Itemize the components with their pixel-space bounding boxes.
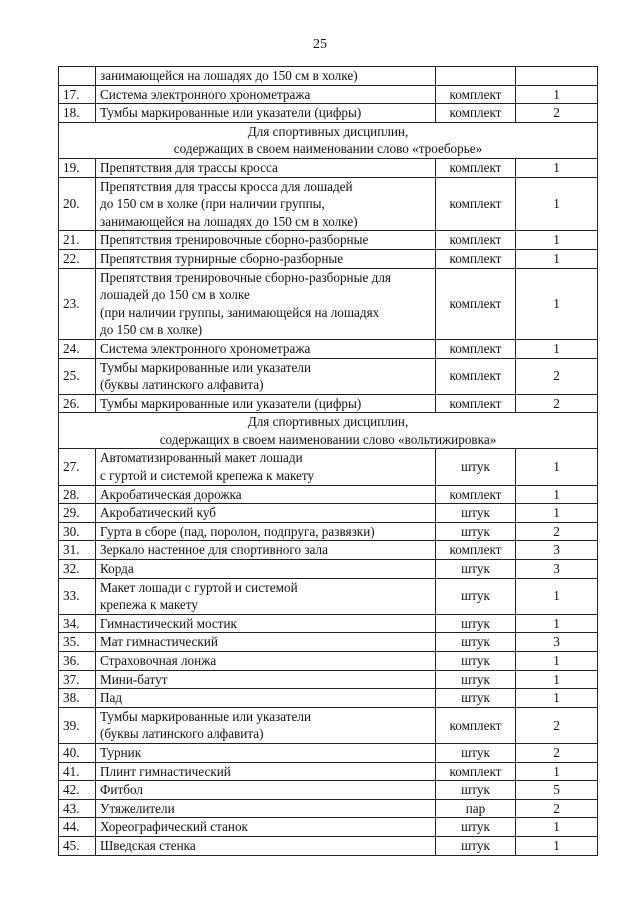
item-name-line: до 150 см в холке) [100,322,203,338]
quantity-cell: 1 [516,689,598,708]
table-row [59,339,598,358]
unit-cell: штук [436,743,516,762]
quantity-cell: 5 [516,781,598,800]
item-name-cell [96,249,436,268]
table-row [59,358,598,394]
item-name-line: Плинт гимнастический [100,763,231,779]
unit-cell: штук [436,614,516,633]
quantity-cell: 1 [516,231,598,250]
row-number-cell: 43. [59,799,96,818]
item-name-line: Препятствия турнирные сборно-разборные [100,250,344,266]
item-name-cell [96,541,436,560]
table-row [59,449,598,485]
item-name-cell [96,689,436,708]
item-name-cell [96,231,436,250]
quantity-cell: 1 [516,158,598,177]
unit-cell: штук [436,560,516,579]
row-number-cell: 37. [59,670,96,689]
table-row [59,504,598,523]
item-name-line: Акробатическая дорожка [100,486,242,502]
item-name-cell [96,394,436,413]
item-name-line: Турник [100,744,142,760]
quantity-cell: 2 [516,104,598,123]
item-name-line: Препятствия тренировочные сборно-разборные для [100,269,391,285]
quantity-cell: 2 [516,743,598,762]
table-row [59,652,598,671]
table-row [59,177,598,231]
item-name-cell [96,67,436,86]
row-number-cell: 36. [59,652,96,671]
section-header-line: содержащих в своем наименовании слово «вольтижировка» [159,431,497,447]
quantity-cell: 1 [516,836,598,855]
table-row [59,541,598,560]
item-name-cell [96,652,436,671]
item-name-line: Препятствия тренировочные сборно-разборные [100,232,369,248]
item-name-line: с гуртой и системой крепежа к макету [100,468,315,484]
section-header-row [59,122,598,158]
section-header-line: Для спортивных дисциплин, [247,123,409,139]
item-name-line: Тумбы маркированные или указатели (цифры) [100,105,362,121]
item-name-cell [96,358,436,394]
table-row [59,485,598,504]
quantity-cell: 1 [516,670,598,689]
unit-cell: комплект [436,249,516,268]
row-number-cell: 27. [59,449,96,485]
table-row [59,268,598,339]
item-name-line: Акробатический куб [100,505,216,521]
item-name-line: занимающейся на лошадях до 150 см в холке) [100,213,358,229]
row-number-cell: 30. [59,522,96,541]
table-row [59,762,598,781]
unit-cell: комплект [436,358,516,394]
unit-cell: штук [436,633,516,652]
quantity-cell: 2 [516,522,598,541]
item-name-line: Препятствия для трассы кросса для лошадей [100,178,353,194]
unit-cell: штук [436,449,516,485]
quantity-cell: 1 [516,449,598,485]
item-name-line: Корда [100,561,134,577]
item-name-line: Тумбы маркированные или указатели (цифры) [100,395,362,411]
item-name-cell [96,268,436,339]
table-row [59,670,598,689]
table-row [59,689,598,708]
item-name-cell [96,578,436,614]
item-name-cell [96,781,436,800]
unit-cell: штук [436,522,516,541]
item-name-cell [96,633,436,652]
item-name-line: Хореографический станок [100,819,248,835]
item-name-cell [96,743,436,762]
unit-cell: штук [436,689,516,708]
row-number-cell: 32. [59,560,96,579]
item-name-line: Утяжелители [100,800,175,816]
unit-cell: штук [436,652,516,671]
row-number-cell: 28. [59,485,96,504]
item-name-line: Мини-батут [100,671,168,687]
quantity-cell: 1 [516,485,598,504]
row-number-cell: 35. [59,633,96,652]
row-number-cell [59,67,96,86]
unit-cell: комплект [436,158,516,177]
quantity-cell: 1 [516,578,598,614]
table-row [59,578,598,614]
quantity-cell [516,67,598,86]
item-name-cell [96,104,436,123]
item-name-cell [96,799,436,818]
unit-cell: комплект [436,268,516,339]
row-number-cell: 39. [59,707,96,743]
item-name-line: Тумбы маркированные или указатели [100,708,312,724]
unit-cell: комплект [436,707,516,743]
quantity-cell: 1 [516,614,598,633]
table-row [59,560,598,579]
item-name-cell [96,485,436,504]
quantity-cell: 2 [516,394,598,413]
item-name-line: (буквы латинского алфавита) [100,377,264,393]
item-name-line: занимающейся на лошадях до 150 см в холке) [100,68,358,83]
table-row [59,743,598,762]
quantity-cell: 2 [516,358,598,394]
item-name-line: Система электронного хронометража [100,86,311,102]
quantity-cell: 1 [516,652,598,671]
item-name-cell [96,177,436,231]
table-row [59,85,598,104]
row-number-cell: 38. [59,689,96,708]
item-name-cell [96,670,436,689]
table-row [59,249,598,268]
table-row [59,104,598,123]
unit-cell: штук [436,670,516,689]
item-name-line: (буквы латинского алфавита) [100,726,264,742]
quantity-cell: 3 [516,633,598,652]
unit-cell: штук [436,504,516,523]
quantity-cell: 1 [516,818,598,837]
item-name-line: Гурта в сборе (пад, поролон, подпруга, развязки) [100,523,375,539]
item-name-cell [96,158,436,177]
item-name-line: Тумбы маркированные или указатели [100,359,312,375]
section-header [59,413,598,449]
quantity-cell: 3 [516,560,598,579]
table-row [59,67,598,86]
row-number-cell: 21. [59,231,96,250]
unit-cell: комплект [436,762,516,781]
table-row [59,799,598,818]
quantity-cell: 2 [516,707,598,743]
item-name-cell [96,818,436,837]
unit-cell: штук [436,818,516,837]
item-name-cell [96,504,436,523]
table-row [59,781,598,800]
quantity-cell: 1 [516,339,598,358]
unit-cell: штук [436,836,516,855]
unit-cell: штук [436,781,516,800]
row-number-cell: 34. [59,614,96,633]
table-row [59,633,598,652]
item-name-line: Фитбол [100,782,143,798]
quantity-cell: 1 [516,85,598,104]
item-name-cell [96,339,436,358]
item-name-cell [96,522,436,541]
item-name-line: лошадей до 150 см в холке [100,287,250,303]
row-number-cell: 24. [59,339,96,358]
unit-cell: пар [436,799,516,818]
quantity-cell: 1 [516,762,598,781]
row-number-cell: 33. [59,578,96,614]
unit-cell: комплект [436,177,516,231]
item-name-line: Автоматизированный макет лошади [100,450,303,466]
table-row [59,231,598,250]
item-name-line: крепежа к макету [100,597,198,613]
table-row [59,707,598,743]
item-name-line: до 150 см в холке (при наличии группы, [100,196,325,212]
row-number-cell: 31. [59,541,96,560]
table-row [59,522,598,541]
unit-cell: штук [436,578,516,614]
row-number-cell: 20. [59,177,96,231]
item-name-cell [96,836,436,855]
row-number-cell: 42. [59,781,96,800]
item-name-line: Система электронного хронометража [100,340,311,356]
item-name-line: Макет лошади с гуртой и системой [100,579,298,595]
item-name-line: Пад [100,690,123,706]
item-name-cell [96,707,436,743]
item-name-cell [96,85,436,104]
item-name-cell [96,560,436,579]
item-name-cell [96,614,436,633]
equipment-table [58,66,598,856]
unit-cell: комплект [436,485,516,504]
item-name-line: Препятствия для трассы кросса [100,159,278,175]
row-number-cell: 41. [59,762,96,781]
quantity-cell: 1 [516,268,598,339]
row-number-cell: 23. [59,268,96,339]
item-name-cell [96,449,436,485]
quantity-cell: 1 [516,504,598,523]
table-row [59,394,598,413]
section-header-line: Для спортивных дисциплин, [247,414,409,430]
row-number-cell: 26. [59,394,96,413]
section-header-line: содержащих в своем наименовании слово «троеборье» [173,141,483,157]
item-name-line: Гимнастический мостик [100,615,237,631]
row-number-cell: 22. [59,249,96,268]
unit-cell: комплект [436,394,516,413]
section-header-row [59,413,598,449]
item-name-line: (при наличии группы, занимающейся на лошадях [100,304,380,320]
table-row [59,158,598,177]
item-name-cell [96,762,436,781]
row-number-cell: 18. [59,104,96,123]
unit-cell: комплект [436,541,516,560]
table-row [59,836,598,855]
unit-cell [436,67,516,86]
page-number: 25 [313,37,327,52]
item-name-line: Мат гимнастический [100,634,218,650]
row-number-cell: 45. [59,836,96,855]
table-row [59,614,598,633]
item-name-line: Зеркало настенное для спортивного зала [100,542,328,558]
unit-cell: комплект [436,85,516,104]
unit-cell: комплект [436,104,516,123]
row-number-cell: 44. [59,818,96,837]
quantity-cell: 1 [516,177,598,231]
quantity-cell: 2 [516,799,598,818]
row-number-cell: 19. [59,158,96,177]
row-number-cell: 17. [59,85,96,104]
unit-cell: комплект [436,339,516,358]
row-number-cell: 40. [59,743,96,762]
quantity-cell: 3 [516,541,598,560]
item-name-line: Страховочная лонжа [100,653,217,668]
section-header [59,122,598,158]
row-number-cell: 25. [59,358,96,394]
quantity-cell: 1 [516,249,598,268]
item-name-line: Шведская стенка [100,837,196,853]
unit-cell: комплект [436,231,516,250]
table-row [59,818,598,837]
row-number-cell: 29. [59,504,96,523]
